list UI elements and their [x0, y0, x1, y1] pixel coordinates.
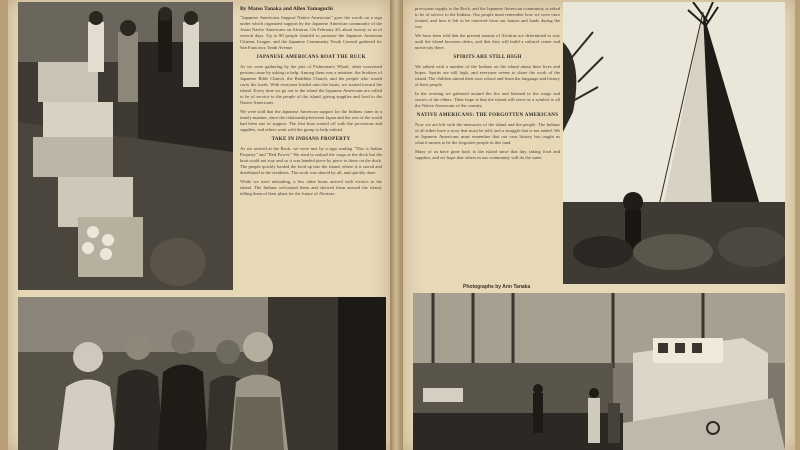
section-heading: NATIVE AMERICANS: THE FORGOTTEN AMERICANS [416, 113, 559, 118]
photo-food-boxes [18, 2, 233, 290]
paragraph: In the evening we gathered around the fire and listened to the songs and stories of the elders. Their hope is that the island will serve as a symbol to all the Native Americans of the country. [415, 91, 560, 108]
photo-group-portrait [18, 297, 386, 450]
paragraph: We were told that the Japanese American support for the Indians came in a timely manner, since the relationship between Japan and the rest of the world had been one of support. The first boat started off with the provisions and supplies, and others went with the group to help unload. [240, 109, 382, 132]
photo-boat-at-pier [413, 293, 785, 450]
paragraph: As we arrived at the Rock, we were met by a sign reading "This is Indian Property" and "Red Power." We tried to unload the cargo at the dock but the boat could not stay and so it was handed piece by piece to those on the dock. The people quickly hauled the food up into the island, where it is stored and distributed to the residents. The work was shared by all, and quickly done. [240, 146, 382, 175]
paragraph: Many of us have gone back to the island since that day, taking food and supplies, and we hope that others in our community will do the same. [415, 149, 560, 160]
section-heading: TAKE IN INDIANS PROPERTY [271, 137, 351, 142]
paragraph: We have been told that the present tenants of Alcatraz are determined to stay until the island becomes theirs, and that they will build a cultural center and university there. [415, 33, 560, 50]
intro-paragraph: "Japanese Americans Support Native Americans" goes the words on a sign under which organized support by the Japanese American community of the Asian Native Americans on Alcatraz. On February 20, about twenty or so of several days. Up to 80 people shuttled to promote the Japanese American Citizens League, and the Japanese Community Youth Council gathered for San Francisco Tenth Avenue. [240, 15, 382, 50]
section-heading: JAPANESE AMERICANS BOAT THE RUCK [256, 55, 366, 60]
paragraph: We talked with a number of the Indians on the island about their lives and hopes. Spirits are still high, and everyone seems to share the work of the island. The children attend their own school and learn the language and history of their people. [415, 64, 560, 87]
right-page [403, 0, 795, 450]
paragraph: Now we are left with the memories of the island and the people. The Indians of all tribes have a story that must be told, and a struggle that is not ended. We as Japanese Americans must remember that our own history has taught us what it means to be the forgotten people in this land. [415, 122, 560, 145]
paragraph: As we were gathering by the pier of Fisherman's Wharf, other concerned persons came by asking to help. Among them was a minister, the brothers of Japanese Bible Church, the Buddhist Church, and the people who would carry the loads. With everyone loaded onto the boats, we started toward the island. Every time we go out to the island the Japanese Americans are called to be of service to the people of the island, giving supplies and food to the Native Americans. [240, 64, 382, 105]
left-article-text [240, 6, 382, 290]
right-article-text [415, 6, 560, 281]
byline: By Mateo Tanaka and Allen Yamaguchi [240, 6, 333, 12]
photo-credit: Photographs by Ann Tanaka [463, 284, 531, 290]
paragraph: provisions supply to the Rock, and the Japanese American community is asked to be of service to the Indians. Our people must remember how we were once treated, and how it felt to be removed from our homes and lands during the war. [415, 6, 560, 29]
paragraph: While we were unloading, a few other boats arrived with visitors to the island. The Indians welcomed them and showed them around the island, telling them of their plans for the future of Alcatraz. [240, 179, 382, 196]
left-page [8, 0, 390, 450]
photo-tipi [563, 2, 785, 284]
section-heading: SPIRITS ARE STILL HIGH [453, 55, 522, 60]
page-gutter [390, 0, 403, 450]
